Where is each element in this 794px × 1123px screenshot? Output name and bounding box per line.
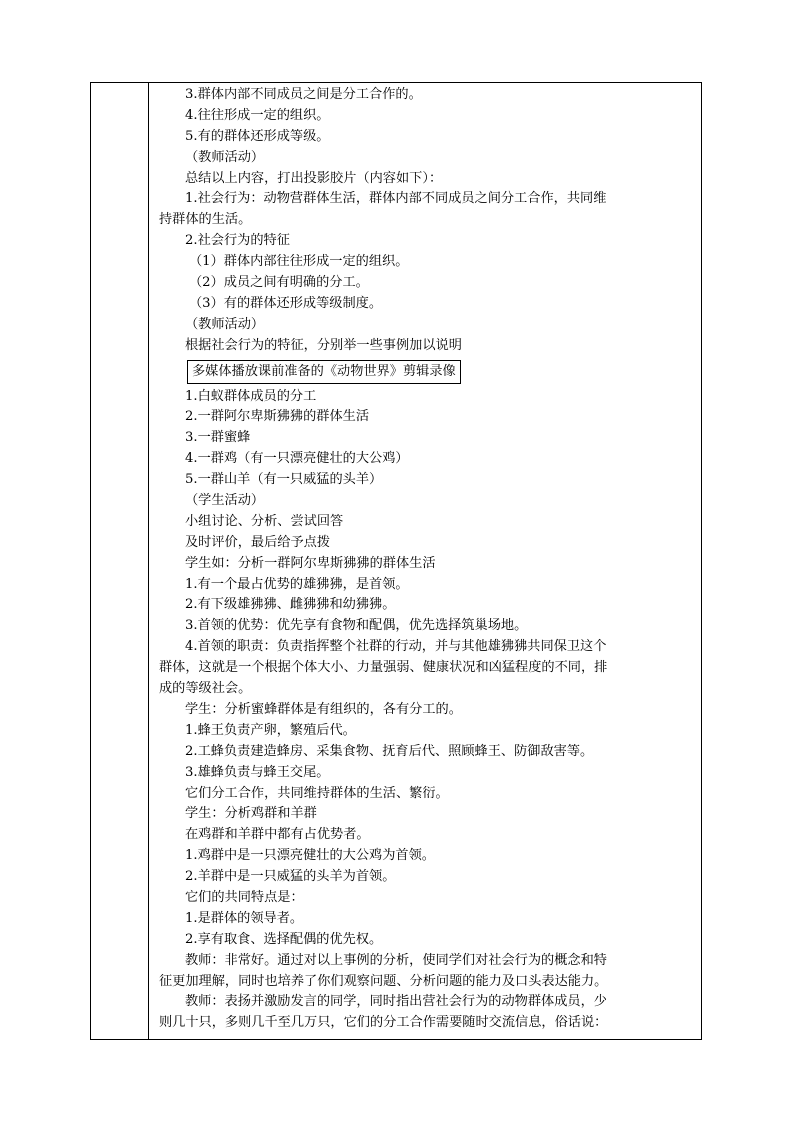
lesson-plan-table: [90, 82, 702, 1040]
text-line: （2）成员之间有明确的分工。: [189, 275, 369, 291]
text-line: 1.是群体的领导者。: [185, 910, 304, 926]
text-line: （教师活动）: [185, 316, 265, 332]
text-line: （1）群体内部往往形成一定的组织。: [189, 254, 409, 270]
left-column-cell: [91, 83, 149, 1039]
text-line: 持群体的生活。: [159, 212, 252, 228]
text-line: 征更加理解，同时也培养了你们观察问题、分析问题的能力及口头表达能力。: [159, 973, 608, 989]
text-line: 3.首领的优势：优先享有食物和配偶，优先选择筑巢场地。: [185, 618, 528, 634]
lesson-lines-top: [159, 85, 693, 357]
text-line: 及时评价，最后给予点拨: [185, 534, 331, 550]
text-line: 2.社会行为的特征: [185, 233, 290, 249]
text-line: 总结以上内容，打出投影胶片（内容如下）：: [185, 170, 443, 186]
text-line: 教师：表扬并激励发言的同学，同时指出营社会行为的动物群体成员，少: [185, 994, 607, 1010]
text-line: 1.鸡群中是一只漂亮健壮的大公鸡为首领。: [185, 848, 435, 864]
text-line: 2.一群阿尔卑斯狒狒的群体生活: [185, 409, 370, 425]
text-line: 1.社会行为：动物营群体生活，群体内部不同成员之间分工合作，共同维: [185, 191, 607, 207]
text-line: 3.群体内部不同成员之间是分工合作的。: [185, 87, 422, 102]
text-line: 它们分工合作，共同维持群体的生活、繁衍。: [185, 785, 449, 801]
text-line: 2.有下级雄狒狒、雌狒狒和幼狒狒。: [185, 597, 396, 613]
text-line: 根据社会行为的特征，分别举一些事例加以说明: [185, 337, 462, 353]
text-line: 则几十只，多则几千至几万只，它们的分工合作需要随时交流信息，俗话说：: [159, 1015, 608, 1031]
text-line: 3.雄蜂负责与蜂王交尾。: [185, 764, 330, 780]
multimedia-box: 多媒体播放课前准备的《动物世界》剪辑录像: [187, 360, 461, 384]
text-line: （3）有的群体还形成等级制度。: [189, 295, 383, 311]
lesson-content: [159, 85, 693, 1034]
multimedia-box-row: [159, 357, 693, 387]
lesson-lines-bottom: [159, 387, 693, 1035]
content-cell: [149, 83, 701, 1039]
text-line: 5.有的群体还形成等级。: [185, 128, 330, 144]
text-line: 学生如：分析一群阿尔卑斯狒狒的群体生活: [185, 555, 436, 571]
text-line: 学生：分析鸡群和羊群: [185, 806, 317, 822]
text-line: 5.一群山羊（有一只威猛的头羊）: [185, 472, 383, 488]
text-line: 它们的共同特点是：: [185, 889, 304, 905]
text-line: （学生活动）: [185, 493, 265, 509]
text-line: 学生：分析蜜蜂群体是有组织的，各有分工的。: [185, 701, 462, 717]
text-line: 群体，这就是一个根据个体大小、力量强弱、健康状况和凶猛程度的不同，排: [159, 660, 608, 676]
text-line: 4.往往形成一定的组织。: [185, 107, 330, 123]
text-line: 在鸡群和羊群中都有占优势者。: [185, 827, 370, 843]
text-line: 4.首领的职责：负责指挥整个社群的行动，并与其他雄狒狒共同保卫这个: [185, 639, 607, 655]
text-line: 小组讨论、分析、尝试回答: [185, 513, 344, 529]
text-line: 2.羊群中是一只威猛的头羊为首领。: [185, 869, 396, 885]
text-line: 教师：非常好。通过对以上事例的分析，使同学们对社会行为的概念和特: [185, 952, 607, 968]
text-line: 3.一群蜜蜂: [185, 430, 251, 446]
text-line: 1.白蚁群体成员的分工: [185, 388, 317, 404]
text-line: 4.一群鸡（有一只漂亮健壮的大公鸡）: [185, 451, 409, 467]
text-line: 1.有一个最占优势的雄狒狒，是首领。: [185, 576, 409, 592]
text-line: （教师活动）: [185, 149, 265, 165]
text-line: 2.享有取食、选择配偶的优先权。: [185, 931, 383, 947]
text-line: 成的等级社会。: [159, 681, 252, 697]
text-line: 2.工蜂负责建造蜂房、采集食物、抚育后代、照顾蜂王、防御敌害等。: [185, 743, 594, 759]
text-line: 1.蜂王负责产卵，繁殖后代。: [185, 722, 356, 738]
